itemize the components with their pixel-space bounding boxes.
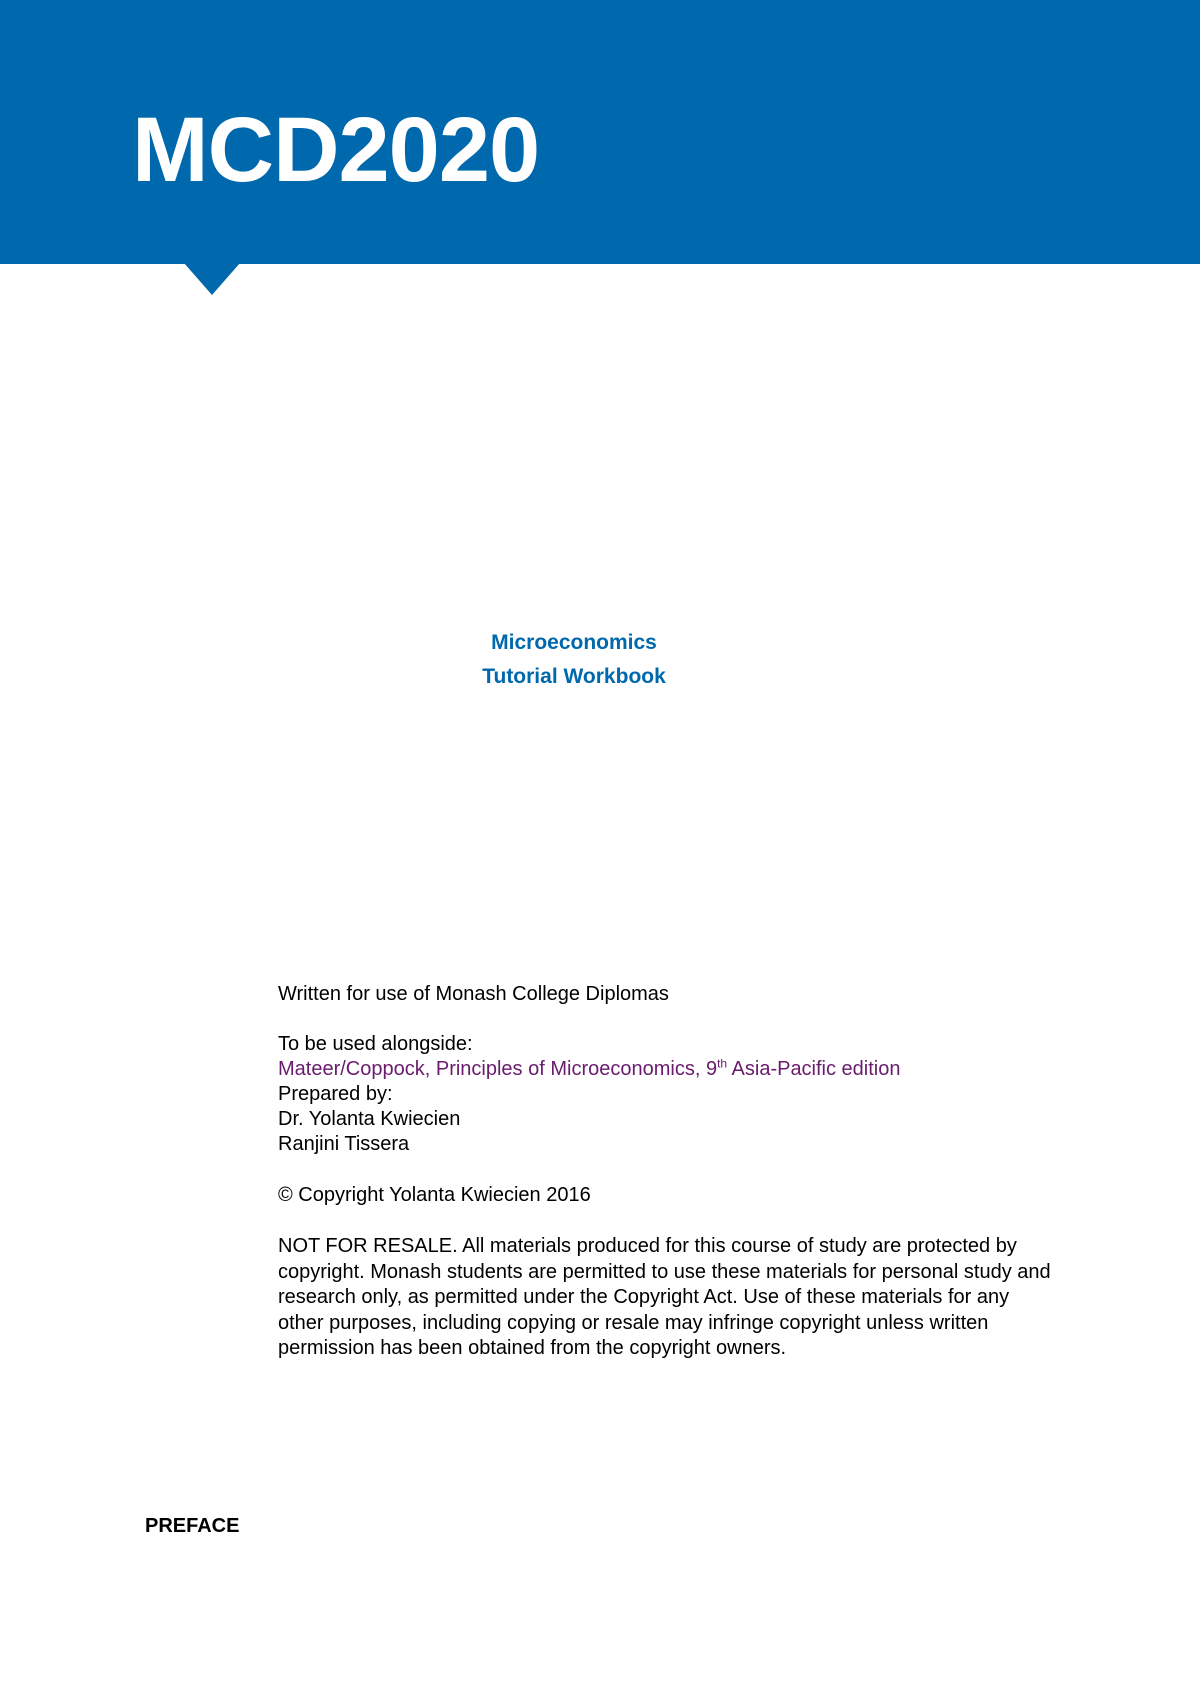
subtitle-tutorial-workbook: Tutorial Workbook	[482, 665, 666, 688]
subtitle-microeconomics: Microeconomics	[491, 631, 657, 654]
document-info-block	[278, 982, 1078, 1362]
copyright-line: © Copyright Yolanta Kwiecien 2016	[278, 1184, 591, 1206]
textbook-title: Mateer/Coppock, Principles of Microeconomics, 9	[278, 1058, 718, 1080]
resale-notice: NOT FOR RESALE. All materials produced for this course of study are protected by copyright. Monash students are permitted to use these materials for personal study and research only, as permitted under the Copyright Act. Use of these materials for any other purposes, including copying or resale may infringe copyright unless written permission has been obtained from the copyright owners.	[278, 1235, 1051, 1359]
written-for-text: Written for use of Monash College Diplomas	[278, 983, 669, 1005]
course-code-title: MCD2020	[132, 99, 540, 201]
header-pointer-shape	[184, 263, 240, 295]
textbook-edition-suffix: th	[717, 1056, 728, 1071]
prepared-by-label: Prepared by:	[278, 1083, 393, 1105]
author-1: Dr. Yolanta Kwiecien	[278, 1108, 461, 1130]
to-be-used-label: To be used alongside:	[278, 1033, 473, 1055]
author-2: Ranjini Tissera	[278, 1133, 410, 1155]
textbook-edition: Asia-Pacific edition	[727, 1058, 901, 1080]
header-band	[0, 0, 1200, 264]
preface-heading: PREFACE	[145, 1515, 240, 1537]
textbook-reference	[278, 1057, 1078, 1082]
